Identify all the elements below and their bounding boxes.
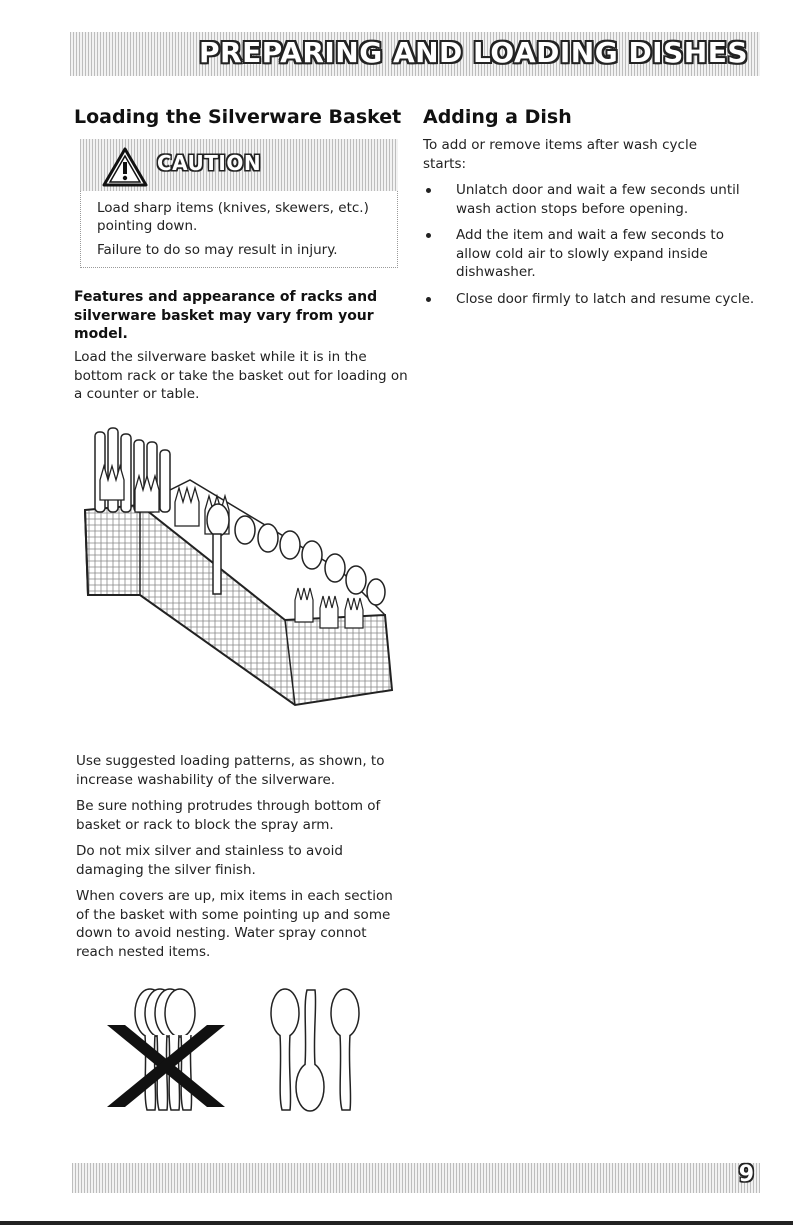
caution-title: CAUTION bbox=[157, 151, 262, 175]
body-paragraph: Do not mix silver and stainless to avoid damaging the silver finish. bbox=[76, 843, 343, 878]
caution-text: Load sharp items (knives, skewers, etc.) pointing down. bbox=[97, 200, 369, 234]
nested-spoons-illustration bbox=[105, 985, 230, 1115]
body-paragraph: To add or remove items after wash cycle starts: bbox=[423, 137, 698, 172]
caution-header bbox=[80, 139, 398, 191]
body-paragraph: When covers are up, mix items in each section of the basket with some pointing up and some down to avoid nesting. Water spray connot reach nested items. bbox=[76, 888, 393, 960]
section-heading-silverware: Loading the Silverware Basket bbox=[74, 106, 402, 128]
list-item-text: Unlatch door and wait a few seconds until wash action stops before opening. bbox=[456, 182, 740, 217]
body-paragraph: Be sure nothing protrudes through bottom of basket or rack to block the spray arm. bbox=[76, 798, 381, 833]
silverware-basket-illustration bbox=[80, 420, 400, 710]
section-heading-adding-dish: Adding a Dish bbox=[423, 106, 572, 128]
caution-text: Failure to do so may result in injury. bbox=[97, 242, 338, 258]
footer-band bbox=[72, 1163, 760, 1193]
bullet-icon bbox=[426, 297, 431, 302]
body-paragraph: Use suggested loading patterns, as shown, to increase washability of the silverware. bbox=[76, 753, 385, 788]
list-item-text: Add the item and wait a few seconds to allow cold air to slowly expand inside dishwasher. bbox=[456, 227, 724, 280]
bottom-rule bbox=[0, 1221, 793, 1225]
warning-triangle-icon bbox=[102, 147, 148, 187]
bullet-icon bbox=[426, 233, 431, 238]
page-title: PREPARING AND LOADING DISHES bbox=[198, 36, 748, 69]
alternating-spoons-illustration bbox=[255, 985, 375, 1115]
body-paragraph: Load the silverware basket while it is in the bottom rack or take the basket out for loading on a counter or table. bbox=[74, 349, 408, 402]
caution-box bbox=[80, 139, 398, 269]
bullet-icon bbox=[426, 188, 431, 193]
caution-body bbox=[80, 191, 398, 268]
page-number: 9 bbox=[738, 1162, 754, 1187]
header-band bbox=[70, 32, 760, 76]
features-note: Features and appearance of racks and silverware basket may vary from your model. bbox=[74, 289, 378, 342]
list-item-text: Close door firmly to latch and resume cycle. bbox=[456, 291, 755, 307]
